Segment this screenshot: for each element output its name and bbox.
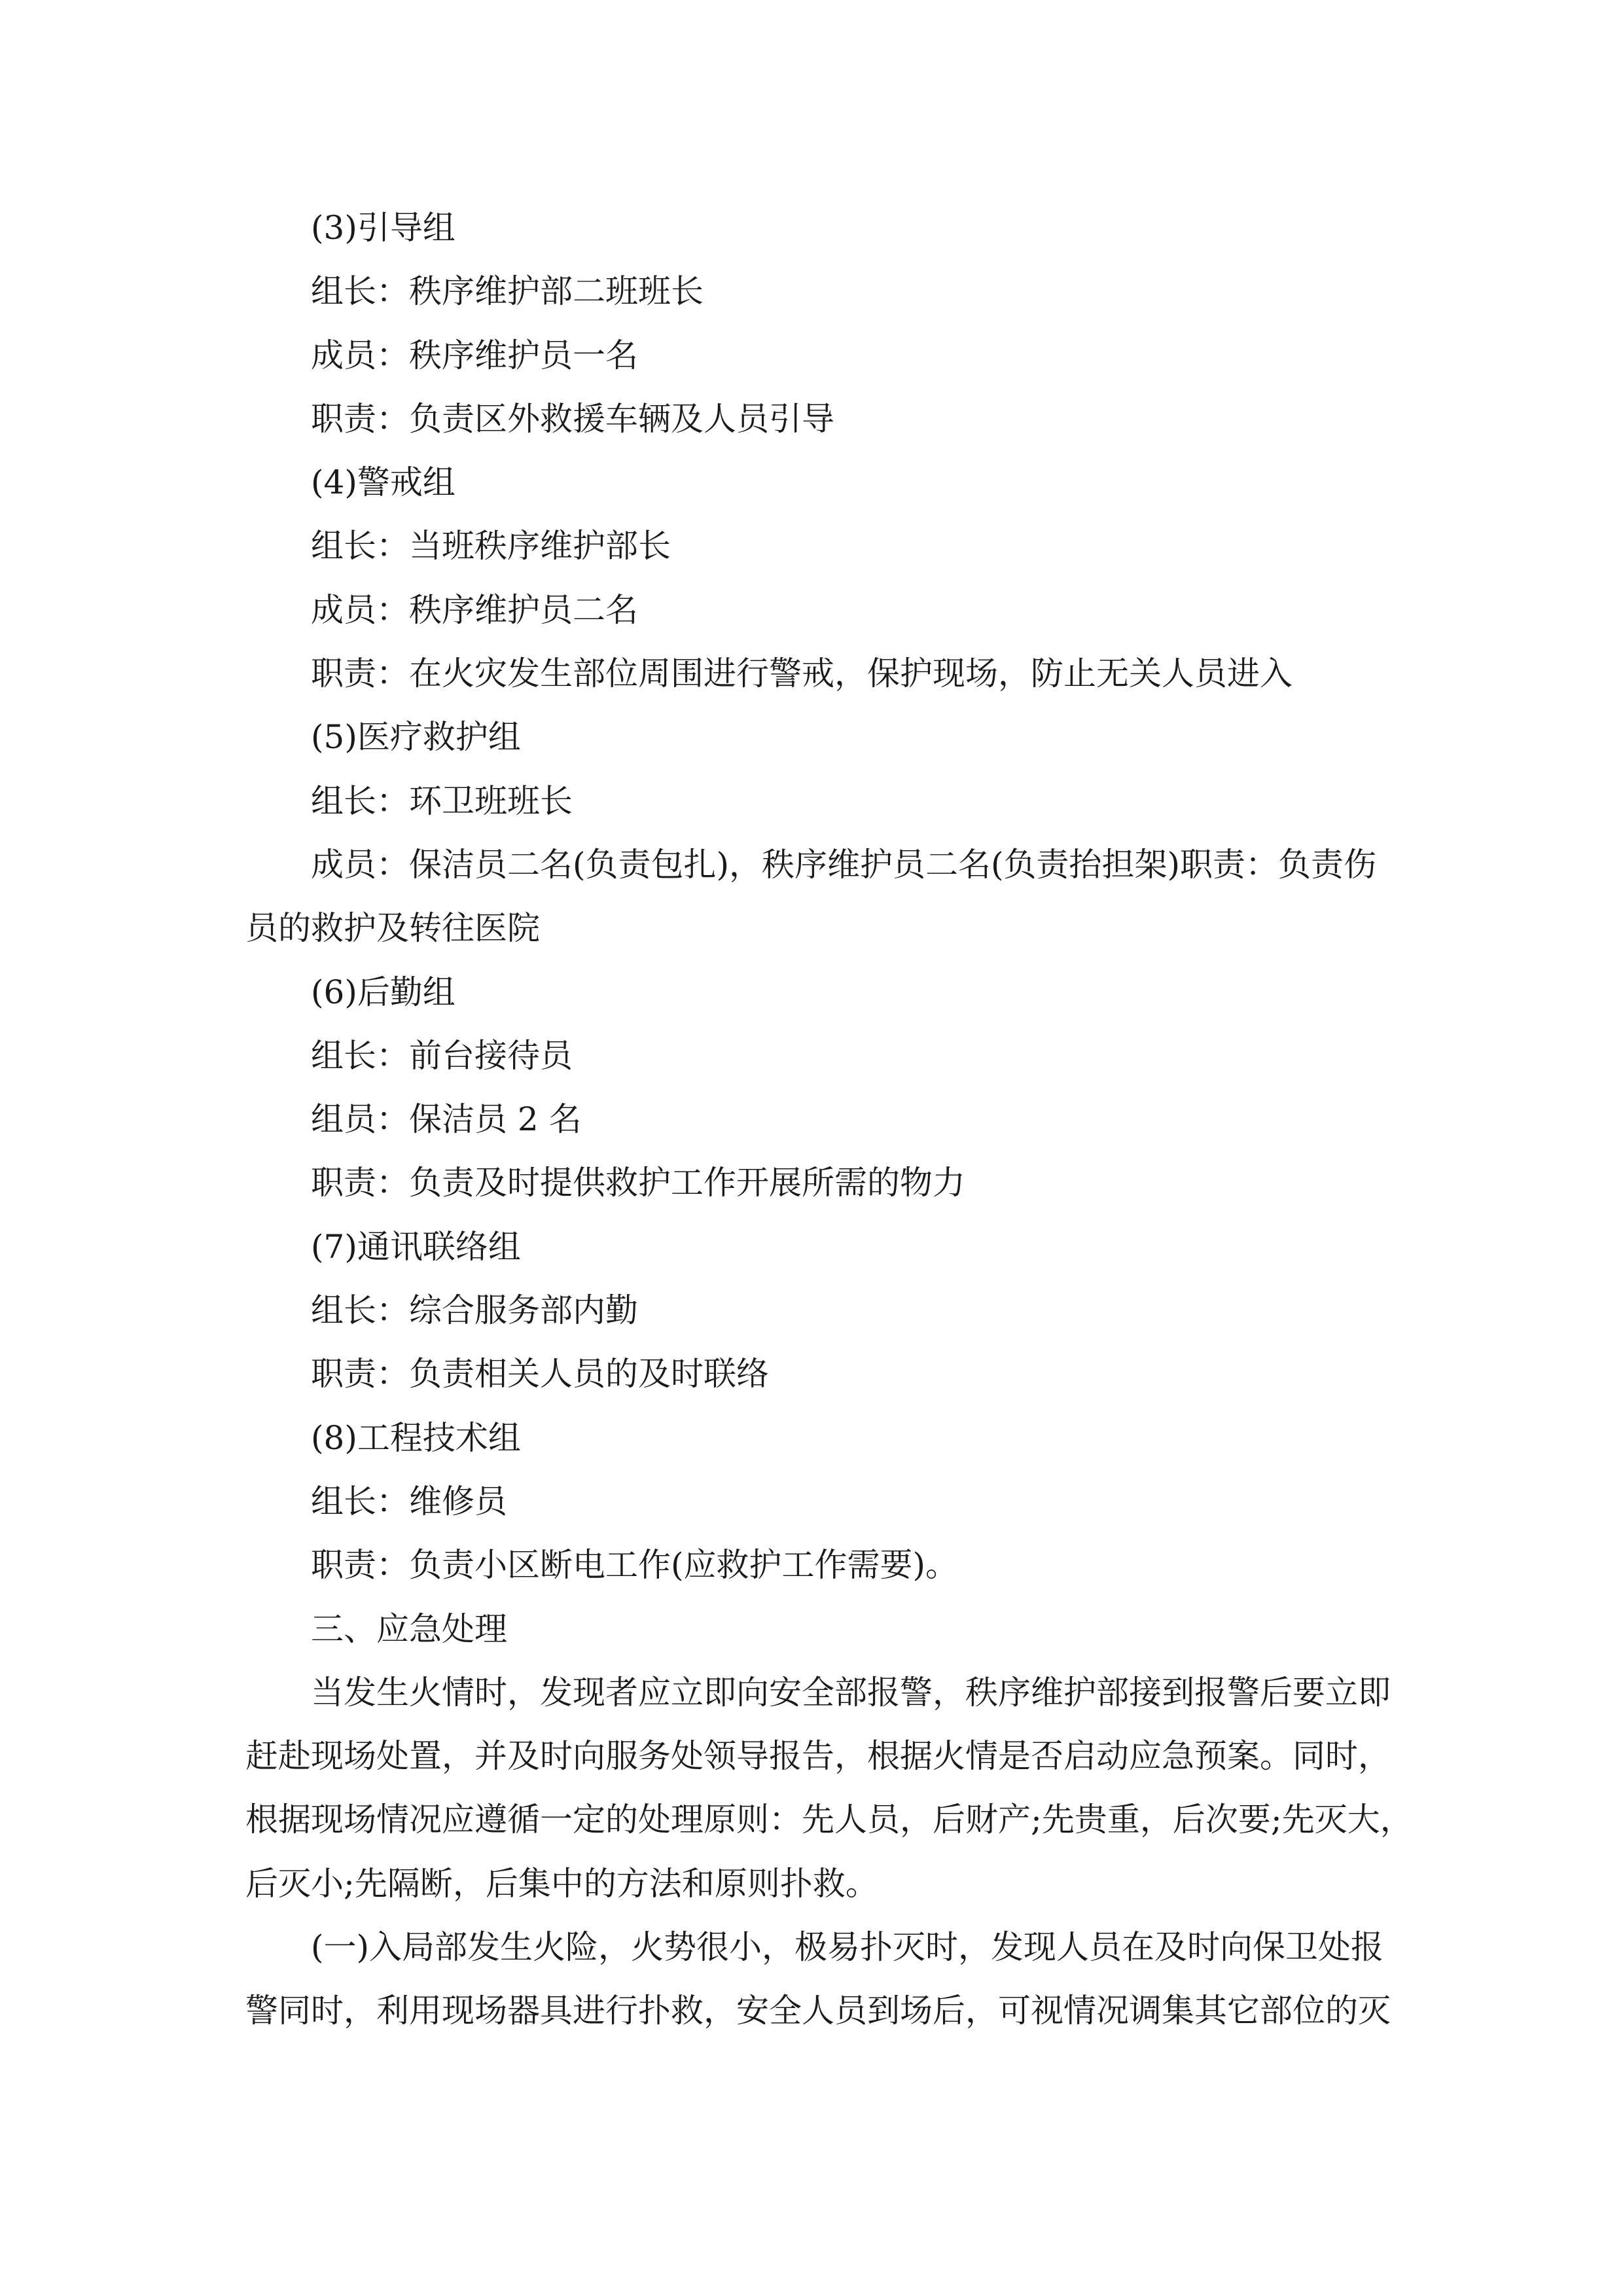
guide-group-duties: 职责：负责区外救援车辆及人员引导 xyxy=(311,399,834,438)
local-fire-paragraph-line-1: (一)入局部发生火险，火势很小，极易扑灭时，发现人员在及时向保卫处报 xyxy=(311,1928,1384,1967)
section-heading-guard-group: (4)警戒组 xyxy=(311,463,455,502)
emergency-paragraph-line-4: 后灭小;先隔断，后集中的方法和原则扑救。 xyxy=(245,1864,878,1903)
guard-group-members: 成员：秩序维护员二名 xyxy=(311,590,638,629)
medical-group-duties-continued: 员的救护及转往医院 xyxy=(245,909,540,948)
logistics-group-members: 组员：保洁员 2 名 xyxy=(311,1100,582,1139)
engineering-group-duties: 职责：负责小区断电工作(应救护工作需要)。 xyxy=(311,1546,959,1585)
communication-group-duties: 职责：负责相关人员的及时联络 xyxy=(311,1355,769,1393)
engineering-group-leader: 组长：维修员 xyxy=(311,1482,507,1520)
guard-group-leader: 组长：当班秩序维护部长 xyxy=(311,527,671,565)
guard-group-duties: 职责：在火灾发生部位周围进行警戒，保护现场，防止无关人员进入 xyxy=(311,655,1293,693)
logistics-group-leader: 组长：前台接待员 xyxy=(311,1036,573,1075)
section-heading-emergency-handling: 三、应急处理 xyxy=(311,1609,507,1648)
section-heading-logistics-group: (6)后勤组 xyxy=(311,973,455,1011)
guide-group-members: 成员：秩序维护员一名 xyxy=(311,336,638,374)
section-heading-communication-group: (7)通讯联络组 xyxy=(311,1227,521,1266)
logistics-group-duties: 职责：负责及时提供救护工作开展所需的物力 xyxy=(311,1164,965,1202)
medical-group-leader: 组长：环卫班班长 xyxy=(311,781,573,820)
emergency-paragraph-line-2: 赶赴现场处置，并及时向服务处领导报告，根据火情是否启动应急预案。同时， xyxy=(245,1737,1391,1776)
section-heading-guide-group: (3)引导组 xyxy=(311,209,455,247)
document-body xyxy=(245,196,1413,2043)
medical-group-members: 成员：保洁员二名(负责包扎)，秩序维护员二名(负责抬担架)职责：负责伤 xyxy=(311,845,1377,884)
section-heading-engineering-group: (8)工程技术组 xyxy=(311,1418,521,1457)
emergency-paragraph-line-3: 根据现场情况应遵循一定的处理原则：先人员，后财产;先贵重，后次要;先灭大， xyxy=(245,1801,1413,1839)
communication-group-leader: 组长：综合服务部内勤 xyxy=(311,1291,638,1330)
local-fire-paragraph-line-2: 警同时，利用现场器具进行扑救，安全人员到场后，可视情况调集其它部位的灭 xyxy=(245,1992,1391,2030)
emergency-paragraph-line-1: 当发生火情时，发现者应立即向安全部报警，秩序维护部接到报警后要立即 xyxy=(311,1673,1391,1712)
section-heading-medical-group: (5)医疗救护组 xyxy=(311,718,521,757)
guide-group-leader: 组长：秩序维护部二班班长 xyxy=(311,272,704,311)
